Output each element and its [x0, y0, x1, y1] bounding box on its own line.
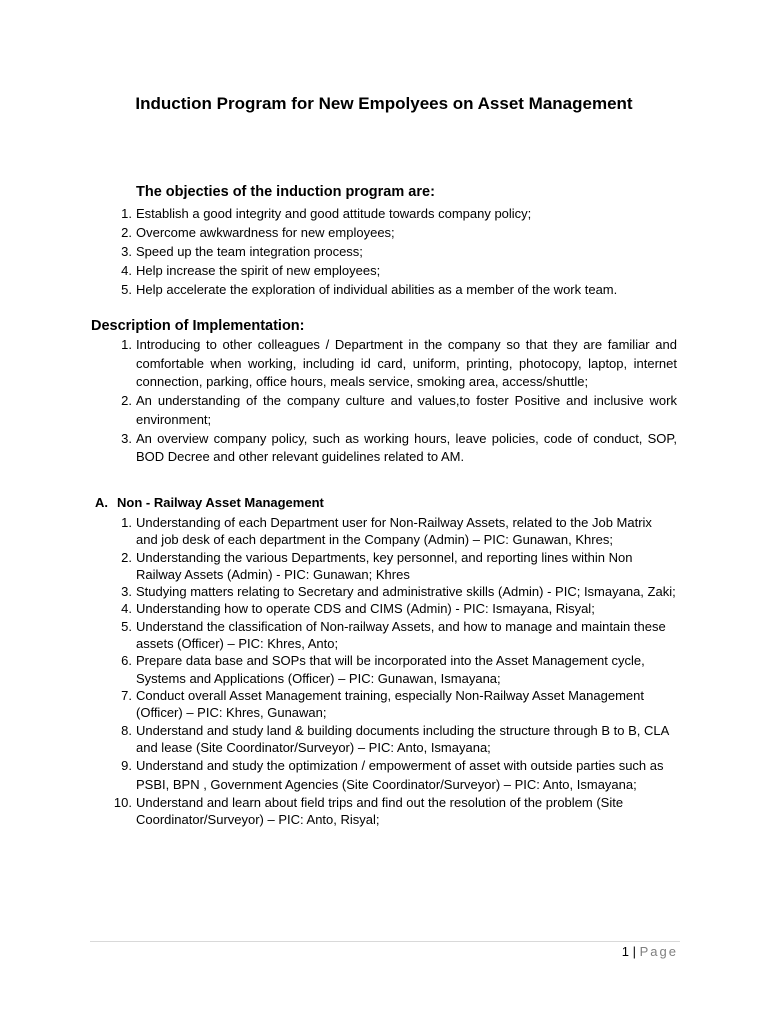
list-item: 2. An understanding of the company culture and values,to foster Positive and inclusive work environment;: [121, 393, 677, 427]
list-item: 7. Conduct overall Asset Management training, especially Non-Railway Asset Management (Officer) – PIC: Khres, Gunawan;: [121, 687, 644, 721]
description-list: [121, 336, 677, 467]
list-item: 3. Speed up the team integration process;: [121, 244, 363, 259]
section-a-label: A.: [95, 495, 108, 510]
page-number: 1: [621, 944, 629, 959]
page-separator: |: [632, 944, 636, 959]
list-item: 4. Understanding how to operate CDS and CIMS (Admin) - PIC: Ismayana, Risyal;: [121, 601, 595, 617]
list-item: 5. Understand the classification of Non-railway Assets, and how to manage and maintain these assets (Officer) – PIC: Khres, Anto;: [121, 618, 666, 652]
section-a-list: [113, 514, 677, 829]
section-a-heading: Non - Railway Asset Management: [117, 495, 324, 510]
objectives-heading: The objecties of the induction program are:: [136, 184, 435, 200]
document-title: Induction Program for New Empolyees on Asset Management: [135, 94, 633, 113]
list-item: 5. Help accelerate the exploration of individual abilities as a member of the work team.: [121, 282, 618, 297]
footer-divider: [90, 941, 680, 942]
list-item: 1. Understanding of each Department user for Non-Railway Assets, related to the Job Matrix and job desk of each department in the Company (Admin) – PIC: Gunawan, Khres;: [121, 515, 652, 548]
list-item: 1. Establish a good integrity and good attitude towards company policy;: [121, 206, 532, 221]
list-item: 10. Understand and learn about field trips and find out the resolution of the problem (Site Coordinator/Surveyor) – PIC: Anto, Risyal;: [113, 795, 624, 828]
list-item: 2. Overcome awkwardness for new employees;: [121, 225, 395, 240]
description-heading: Description of Implementation:: [91, 318, 305, 334]
page-word: Page: [639, 944, 678, 959]
list-item: 8. Understand and study land & building documents including the structure through B to B, CLA and lease (Site Coordinator/Surveyor) – PIC: Anto, Ismayana;: [121, 722, 669, 755]
objectives-list: [121, 204, 676, 299]
list-item: 6. Prepare data base and SOPs that will be incorporated into the Asset Management cycle, Systems and Applications (Officer) – PIC: Gunawan, Ismayana;: [121, 653, 645, 686]
list-item: 4. Help increase the spirit of new employees;: [121, 263, 381, 278]
list-item: 3. An overview company policy, such as working hours, leave policies, code of conduct, SOP, BOD Decree and other relevant guidelines related to AM.: [121, 430, 677, 465]
list-item: 2. Understanding the various Departments, key personnel, and reporting lines within Non Railway Assets (Admin) - PIC: Gunawan; Khres: [121, 549, 633, 582]
page-footer: [622, 943, 678, 961]
list-item: 1. Introducing to other colleagues / Department in the company so that they are familiar and comfortable when working, including id card, uniform, printing, photocopy, laptop, internet connection, parking, office hours, meals service, smoking area, access/shuttle;: [121, 337, 677, 390]
list-item: 3. Studying matters relating to Secretary and administrative skills (Admin) - PIC; Ismayana, Zaki;: [121, 584, 676, 600]
list-item: 9. Understand and study the optimization / empowerment of asset with outside parties such as PSBI, BPN , Government Agencies (Site Coordinator/Surveyor) – PIC: Anto, Ismayana;: [121, 758, 664, 793]
